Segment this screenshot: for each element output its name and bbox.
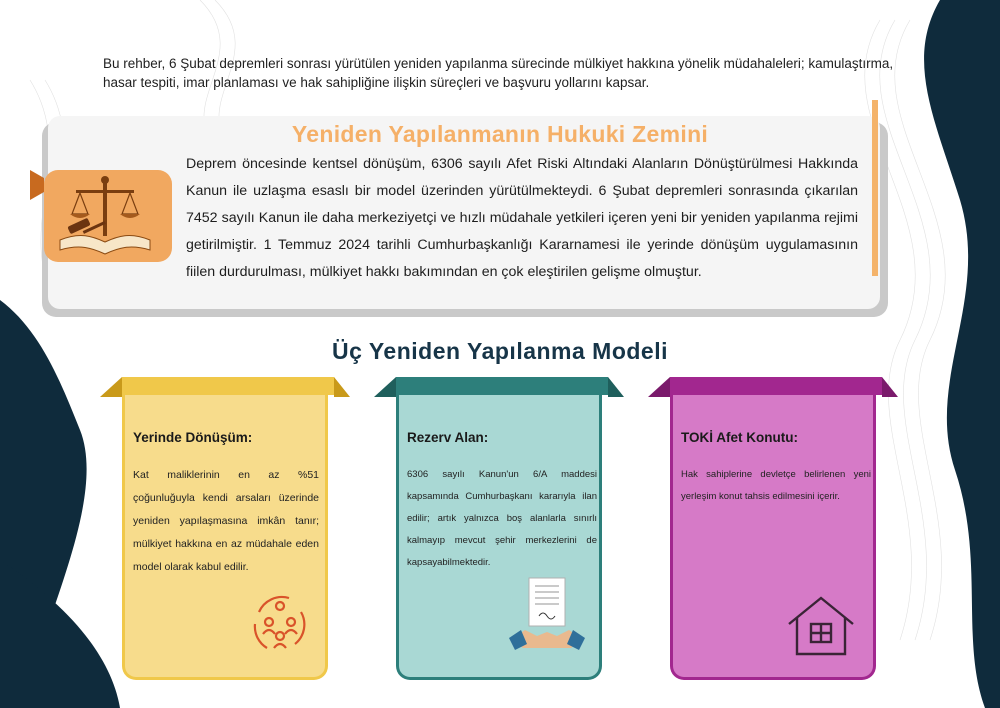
legal-text: Deprem öncesinde kentsel dönüşüm, 6306 sayılı Afet Riski Altındaki Alanların Dönüştürülmesi Hakkında Kanun ile uzlaşma esaslı bir model üzerinden yürütülmekteydi. 6 Şubat depremleri sonrasında çıkarılan 7452 sayılı Kanun ile daha merkeziyetçi ve hızlı müdahale yetkileri içeren yeni bir yeniden yapılanma rejimi getirilmiştir. 1 Temmuz 2024 tarihli Cumhurbaşkanlığı Kararnamesi ile yerinde dönüşüm uygulamasının fiilen durdurulması, mülkiyet hakkı bakımından en çok eleştirilen gelişme olmuştur. [186,156,858,280]
house-icon [785,592,857,658]
model-card-rezerv-alan [396,392,602,680]
model-card-yerinde-donusum [122,392,328,680]
intro-paragraph: Bu rehber, 6 Şubat depremleri sonrası yürütülen yeniden yapılanma sürecinde mülkiyet hakkına yönelik müdahaleleri; kamulaştırma, hasar tespiti, imar planlaması ve hak sahipliğine ilişkin süreçleri ve başvuru yollarını kapsar. [103,56,894,90]
card-ribbon-2 [374,377,624,399]
card-ribbon-3 [648,377,898,399]
card-text: Hak sahiplerine devletçe belirlenen yeni yerleşim konut tahsis edilmesini içerir. [681,469,871,502]
card-text: Kat maliklerinin en az %51 çoğunluğuyla kendi arsaları üzerinde yeniden yapılaşmasına imkân tanır; mülkiyet hakkına en az müdahale eden model olarak kabul edilir. [133,469,319,573]
legal-title: Yeniden Yapılanmanın Hukuki Zemini [291,121,709,147]
handshake-document-icon [509,574,585,654]
card-title: Rezerv Alan: [407,430,489,445]
legal-accent-bar [872,100,878,276]
models-section-title: Üç Yeniden Yapılanma Modeli [331,338,669,364]
card-ribbon-1 [100,377,350,399]
card-title: Yerinde Dönüşüm: [133,430,253,445]
model-card-toki-afet-konutu [670,392,876,680]
card-text: 6306 sayılı Kanun'un 6/A maddesi kapsamında Cumhurbaşkanı kararıyla ilan edilir; artık yalnızca boş alanlarla sınırlı kalmayıp mevcut şehir merkezlerini de kapsayabilmektedir. [407,469,597,568]
card-title: TOKİ Afet Konutu: [681,430,798,445]
community-people-cycle-icon [249,592,311,654]
scales-of-justice-book-icon [30,170,172,262]
